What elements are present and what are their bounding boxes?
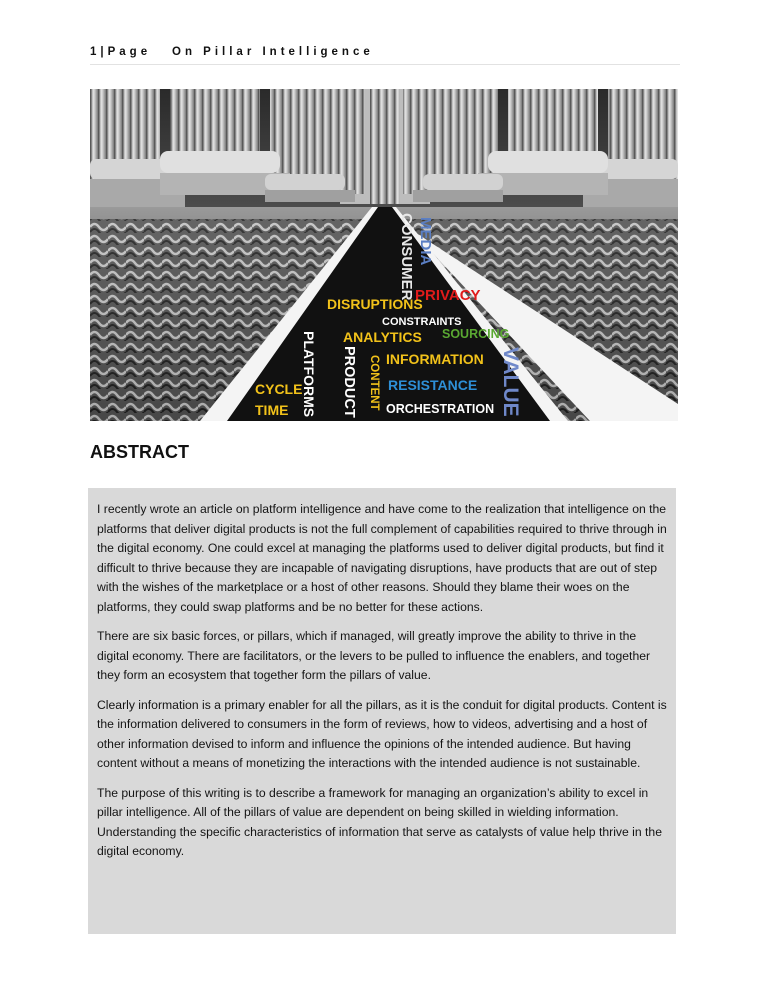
abstract-box <box>88 488 676 934</box>
page-number-label: 1|Page <box>90 46 152 58</box>
word-product: PRODUCT <box>341 346 357 418</box>
word-media: MEDIA <box>417 217 434 266</box>
word-consumer: CONSUMER <box>398 213 415 301</box>
word-value: VALUE <box>499 347 522 417</box>
abstract-paragraph: There are six basic forces, or pillars, which if managed, will greatly improve the ability to thrive in the digital economy. There are facilitators, or the levers to be pulled to influence the enablers, and together they form an ecosystem that together form the pillars of value. <box>97 629 651 682</box>
pillars-illustration <box>90 89 678 421</box>
word-sourcing: SOURCING <box>442 327 510 341</box>
word-resistance: RESISTANCE <box>388 377 478 393</box>
abstract-heading: ABSTRACT <box>90 442 189 462</box>
abstract-paragraph: I recently wrote an article on platform intelligence and have come to the realization that intelligence on the platforms that deliver digital products is not the full complement of capabilities required to thrive through in the digital economy. One could excel at managing the platforms used to deliver digital products, but find it difficult to thrive because they are incapable of navigating disruptions, have products that are out of step with the wishes of the marketplace or a host of other reasons. Should they blame their woes on the platforms, they could swap platforms and be no better for these actions. <box>97 502 667 614</box>
document-title: On Pillar Intelligence <box>172 46 374 58</box>
word-privacy: PRIVACY <box>415 287 481 304</box>
word-analytics: ANALYTICS <box>343 329 422 345</box>
page-header <box>90 44 680 65</box>
word-constraints: CONSTRAINTS <box>382 316 462 328</box>
word-orchestration: ORCHESTRATION <box>386 402 495 416</box>
word-content: CONTENT <box>368 355 380 411</box>
word-platforms: PLATFORMS <box>301 331 317 418</box>
abstract-paragraph: The purpose of this writing is to describe a framework for managing an organization’s ability to excel in pillar intelligence. All of the pillars of value are dependent on being skilled in wielding information. Understanding the specific characteristics of information that serve as catalysts of value help thrive in the digital economy. <box>97 785 662 858</box>
word-time: TIME <box>255 402 289 418</box>
abstract-paragraph: Clearly information is a primary enabler for all the pillars, as it is the conduit for digital products. Content is the information delivered to consumers in the form of reviews, how to videos, advertising and a host of other information devised to inform and influence the opinions of the intended audience. But having content without a means of monetizing the interactions with the intended audience is not sustainable. <box>97 697 667 770</box>
hero-image <box>90 89 678 421</box>
word-information: INFORMATION <box>386 351 484 367</box>
word-cycle: CYCLE <box>255 381 303 397</box>
word-disruptions: DISRUPTIONS <box>327 296 423 312</box>
